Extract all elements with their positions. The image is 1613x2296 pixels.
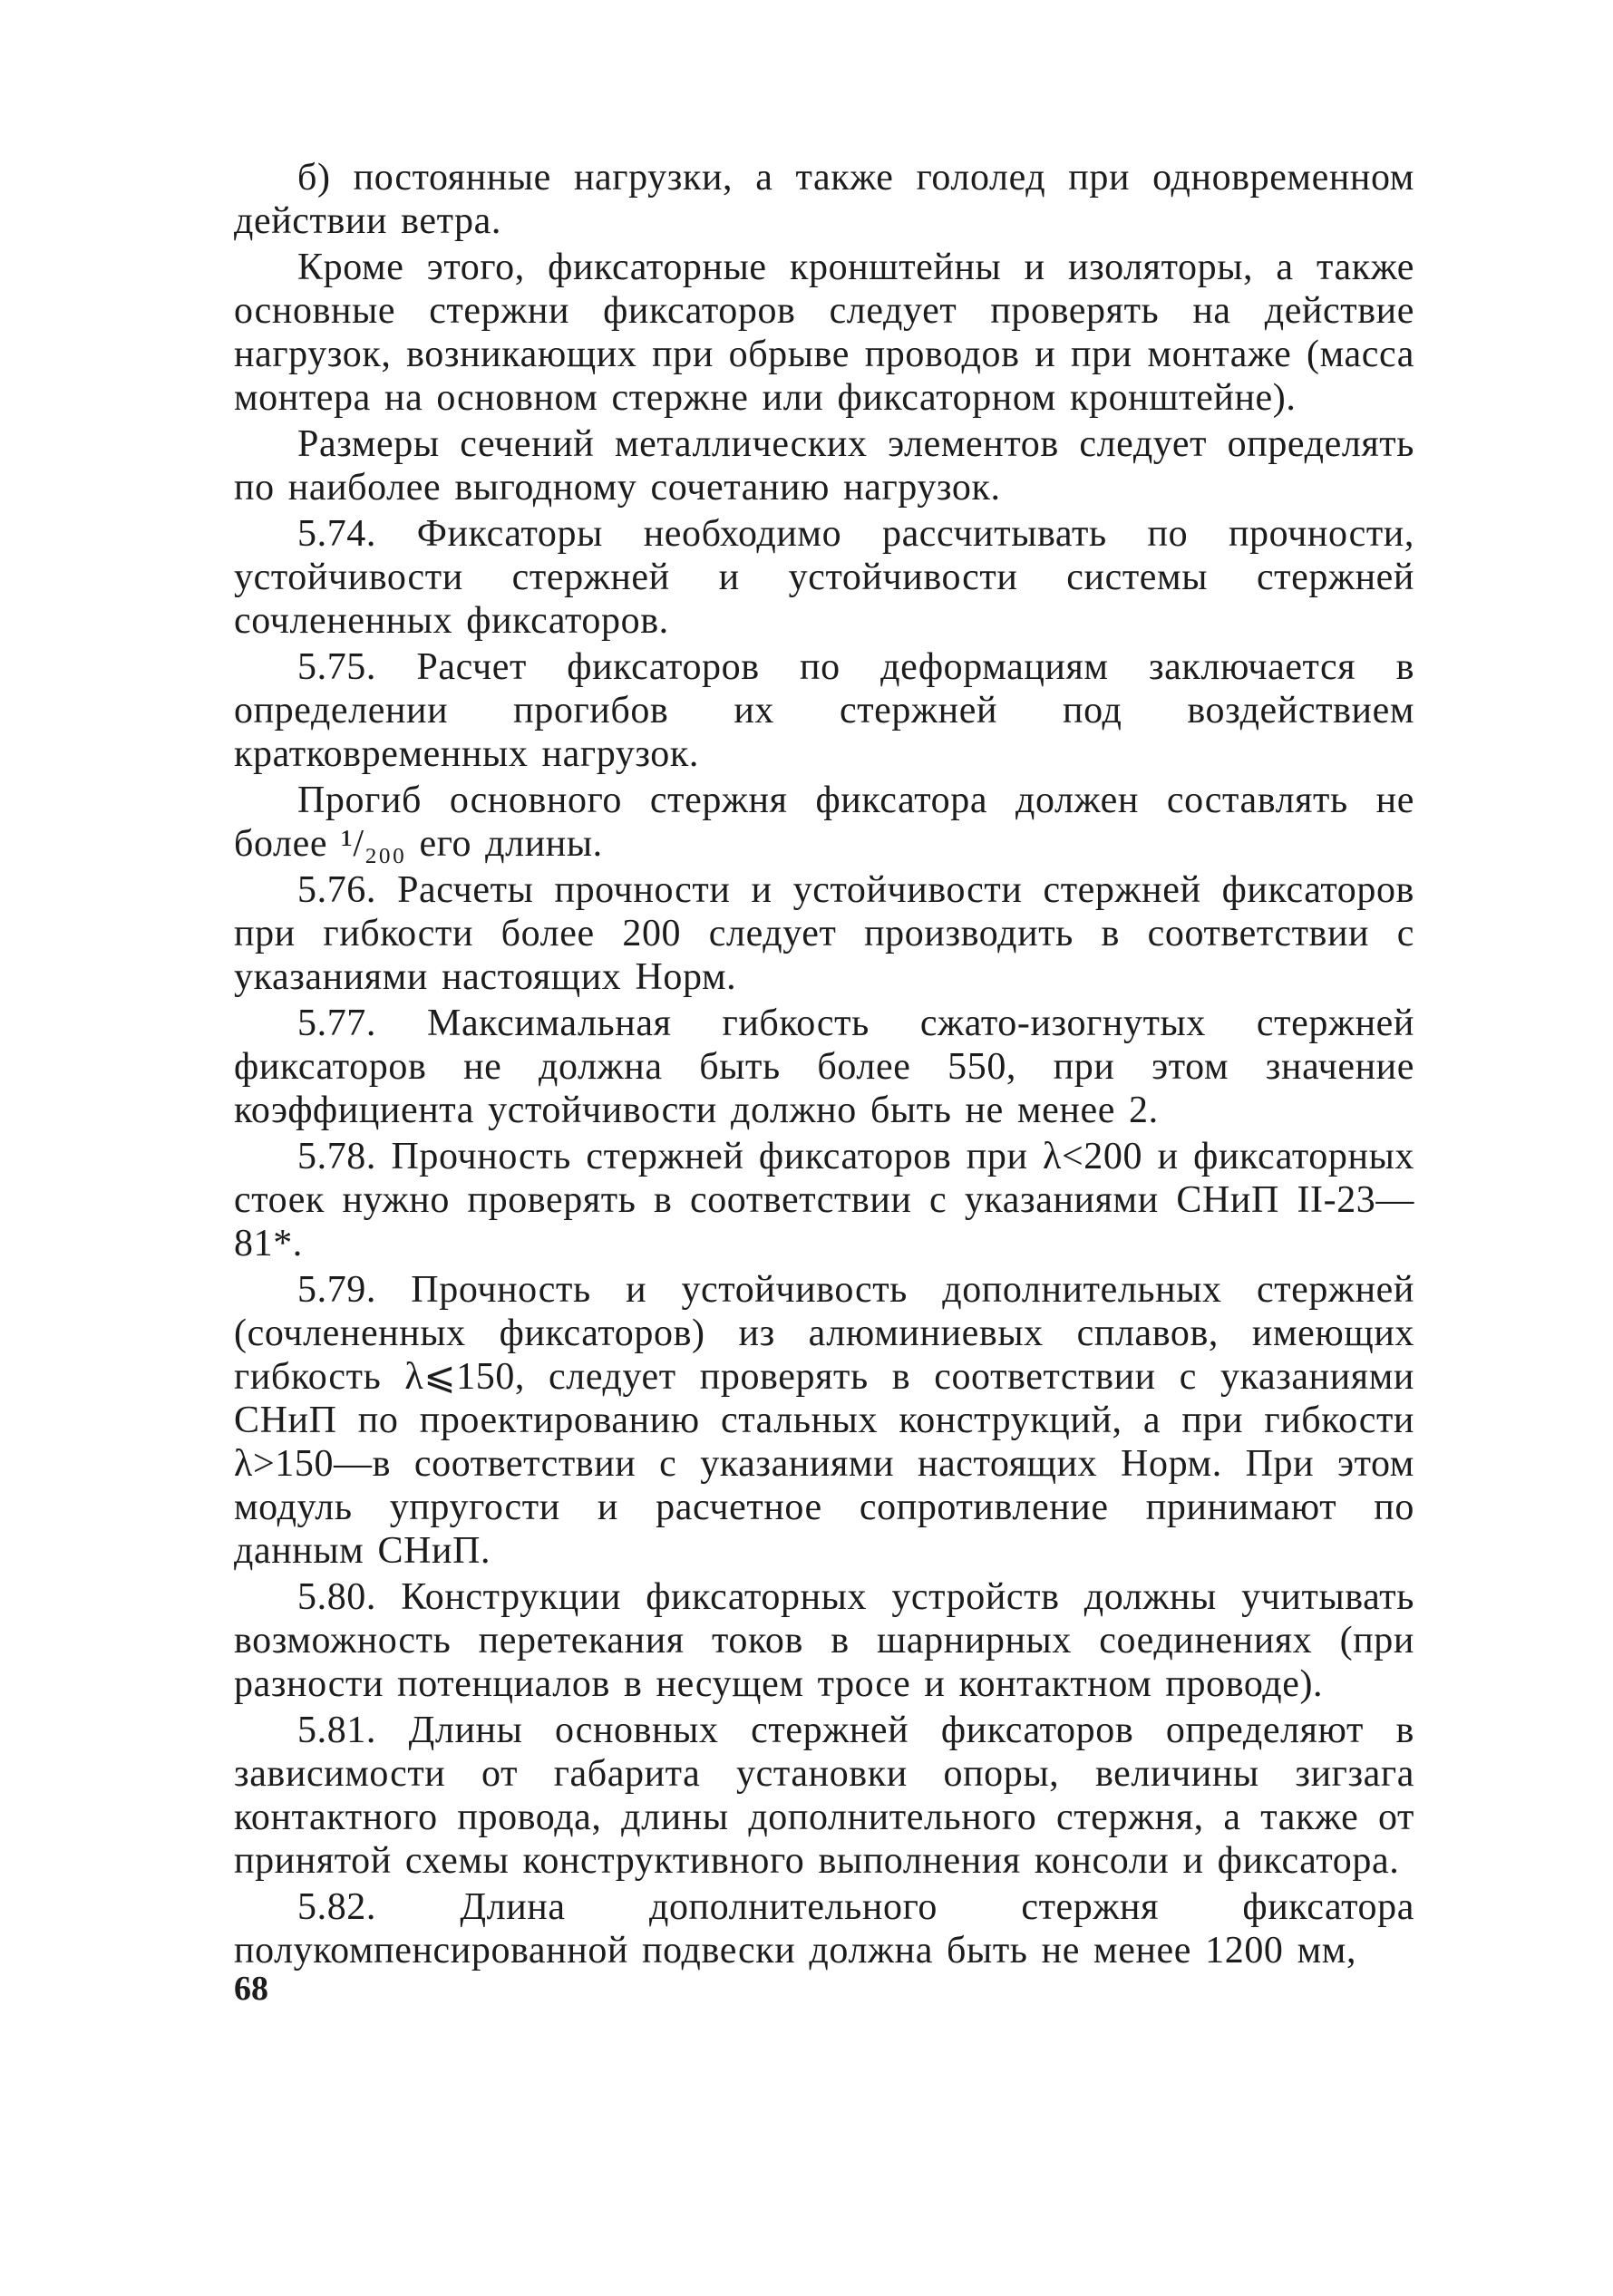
paragraph-5-76: 5.76. Расчеты прочности и устойчивости стержней фиксаторов при гибкости более 200 следует производить в соответствии с указаниями настоящих Норм.	[234, 869, 1414, 998]
paragraph-5-79: 5.79. Прочность и устойчивость дополнительных стержней (сочлененных фиксаторов) из алюминиевых сплавов, имеющих гибкость λ⩽150, следует проверять в соответствии с указаниями СНиП по проектированию стальных конструкций, а при гибкости λ>150—в соответствии с указаниями настоящих Норм. При этом модуль упругости и расчетное сопротивление принимают по данным СНиП.	[234, 1269, 1414, 1572]
paragraph-5-74: 5.74. Фиксаторы необходимо рассчитывать по прочности, устойчивости стержней и устойчивости системы стержней сочлененных фиксаторов.	[234, 513, 1414, 642]
paragraph-5-78: 5.78. Прочность стержней фиксаторов при λ<200 и фиксаторных стоек нужно проверять в соответствии с указаниями СНиП II-23—81*.	[234, 1136, 1414, 1264]
paragraph-loads: б) постоянные нагрузки, а также гололед при одновременном действии ветра.	[234, 157, 1414, 242]
paragraph-bracket-check: Кроме этого, фиксаторные кронштейны и изоляторы, а также основные стержни фиксаторов следует проверять на действие нагрузок, возникающих при обрыве проводов и при монтаже (масса монтера на основном стержне или фиксаторном кронштейне).	[234, 247, 1414, 419]
paragraph-deflection: Прогиб основного стержня фиксатора должен составлять не более ¹/₂₀₀ его длины.	[234, 780, 1414, 865]
paragraph-5-82: 5.82. Длина дополнительного стержня фиксатора полукомпенсированной подвески должна быть не менее 1200 мм,	[234, 1886, 1414, 1971]
paragraph-5-80: 5.80. Конструкции фиксаторных устройств должны учитывать возможность перетекания токов в шарнирных соединениях (при разности потенциалов в несущем тросе и контактном проводе).	[234, 1576, 1414, 1705]
paragraph-5-77: 5.77. Максимальная гибкость сжато-изогнутых стержней фиксаторов не должна быть более 550, при этом значение коэффициента устойчивости должно быть не менее 2.	[234, 1003, 1414, 1131]
paragraph-section-sizes: Размеры сечений металлических элементов следует определять по наиболее выгодному сочетанию нагрузок.	[234, 423, 1414, 509]
paragraph-5-81: 5.81. Длины основных стержней фиксаторов определяют в зависимости от габарита установки опоры, величины зигзага контактного провода, длины дополнительного стержня, а также от принятой схемы конструктивного выполнения консоли и фиксатора.	[234, 1710, 1414, 1882]
page-body	[234, 156, 1414, 1975]
paragraph-5-75: 5.75. Расчет фиксаторов по деформациям заключается в определении прогибов их стержней под воздействием кратковременных нагрузок.	[234, 646, 1414, 775]
page-number: 68	[234, 1970, 268, 2008]
